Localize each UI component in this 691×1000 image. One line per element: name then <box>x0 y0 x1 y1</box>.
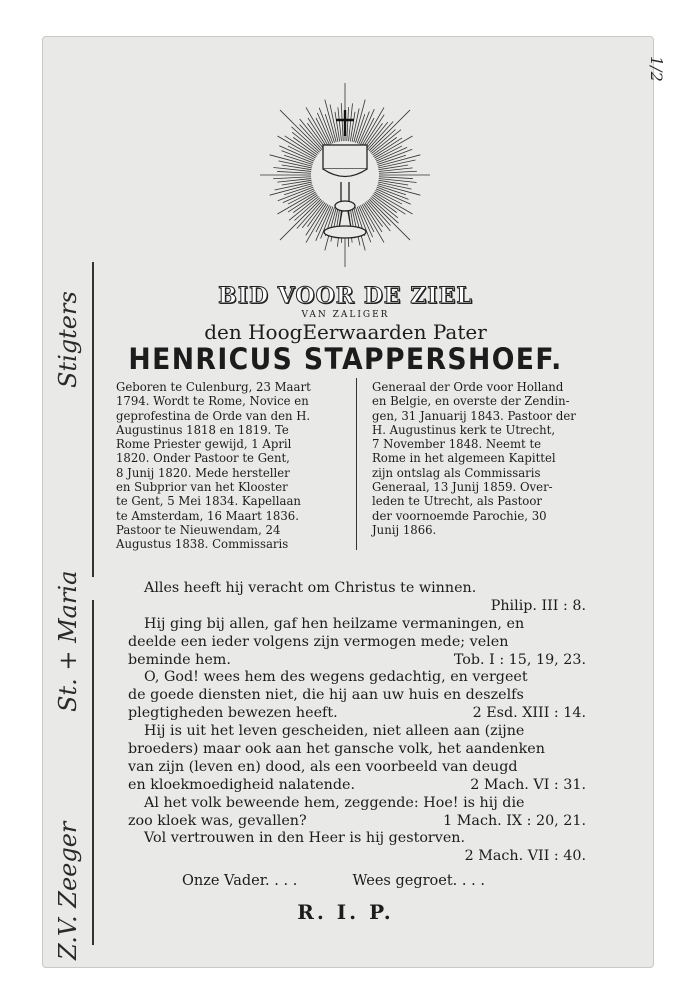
heading-title: den HoogEerwaarden Pater <box>204 320 487 344</box>
verse-text: O, God! wees hem des wegens gedachtig, en vergeet <box>144 669 528 686</box>
column-divider <box>356 378 357 550</box>
rip-closing: R. I. P. <box>297 900 394 924</box>
verse-line <box>128 813 586 831</box>
bio-line: te Gent, 5 Mei 1834. Kapellaan <box>116 494 301 509</box>
bio-line: gen, 31 Januarij 1843. Pastoor der <box>372 408 576 423</box>
bio-line: H. Augustinus kerk te Utrecht, <box>372 422 556 437</box>
bio-line: geprofestina de Orde van den H. <box>116 408 311 423</box>
bio-line: Geboren te Culenburg, 23 Maart <box>116 380 311 394</box>
bio-line: der voornoemde Parochie, 30 <box>372 508 547 523</box>
verse-line <box>128 580 586 598</box>
heading-van-zaliger: VAN ZALIGER <box>301 310 390 320</box>
verse-text: Al het volk beweende hem, zeggende: Hoe! is hij die <box>144 794 525 811</box>
verse-line <box>128 598 586 616</box>
verse-text: deelde een ieder volgens zijn vermogen mede; velen <box>128 633 509 650</box>
verse-line <box>128 759 586 777</box>
prayer-wees-gegroet: Wees gegroet. . . . <box>352 873 485 889</box>
deceased-name: HENRICUS STAPPERSHOEF. <box>128 342 563 376</box>
verse-text: de goede diensten niet, die hij aan uw huis en deszelfs <box>128 687 524 704</box>
verse-reference: Philip. III : 8. <box>490 597 586 614</box>
verse-reference: 1 Mach. IX : 20, 21. <box>443 812 586 829</box>
verse-line <box>128 652 586 670</box>
bio-line: Generaal der Orde voor Holland <box>372 380 564 394</box>
margin-note-zeeger: Z.V. Zeeger <box>54 821 82 960</box>
margin-rule-bottom <box>92 600 94 945</box>
verse-text: Alles heeft hij veracht om Christus te winnen. <box>144 580 477 596</box>
verse-line <box>128 848 586 866</box>
bio-line: Rome in het algemeen Kapittel <box>372 451 556 466</box>
heading-bid-voor-de-ziel: BID VOOR DE ZIEL <box>218 283 473 309</box>
verse-line <box>128 687 586 705</box>
prayer-onze-vader: Onze Vader. . . . <box>182 873 298 889</box>
verse-line <box>128 777 586 795</box>
verse-text: plegtigheden bewezen heeft. <box>128 705 338 722</box>
biography-left-column <box>116 380 348 552</box>
prayer-line <box>182 873 485 889</box>
scripture-verses <box>128 580 586 866</box>
verse-line <box>128 830 586 848</box>
verse-text: Vol vertrouwen in den Heer is hij gestorven. <box>144 830 466 847</box>
margin-note-stigters: Stigters <box>54 291 82 388</box>
verse-reference: 2 Mach. VII : 40. <box>464 848 586 865</box>
verse-line <box>128 723 586 741</box>
verse-line <box>128 741 586 759</box>
verse-text: broeders) maar ook aan het gansche volk, het aandenken <box>128 741 545 758</box>
bio-line: 7 November 1848. Neemt te <box>372 437 542 452</box>
verse-text: van zijn (leven en) dood, als een voorbeeld van deugd <box>128 758 518 775</box>
bio-line: Augustus 1838. Commissaris <box>116 537 289 552</box>
bio-line: 1794. Wordt te Rome, Novice en <box>116 394 309 409</box>
verse-text: en kloekmoedigheid nalatende. <box>128 776 356 793</box>
bio-line: 1820. Onder Pastoor te Gent, <box>116 451 290 466</box>
verse-line <box>128 705 586 723</box>
bio-line: te Amsterdam, 16 Maart 1836. <box>116 508 299 523</box>
verse-reference: 2 Esd. XIII : 14. <box>472 705 586 722</box>
verse-text: Hij is uit het leven gescheiden, niet alleen aan (zijne <box>144 723 525 740</box>
biography-right-column <box>372 380 608 537</box>
bio-line: 8 Junij 1820. Mede hersteller <box>116 465 290 480</box>
margin-note-maria: St. + Maria <box>54 570 82 712</box>
verse-reference: Tob. I : 15, 19, 23. <box>453 651 586 668</box>
bio-line: Junij 1866. <box>372 522 437 537</box>
verse-line <box>128 795 586 813</box>
verse-text: beminde hem. <box>128 651 231 668</box>
verse-line <box>128 669 586 687</box>
bio-line: Pastoor te Nieuwendam, 24 <box>116 522 281 537</box>
bio-line: en Subprior van het Klooster <box>116 480 288 495</box>
chalice-emblem-icon <box>260 80 430 270</box>
verse-text: zoo kloek was, gevallen? <box>128 812 307 829</box>
corner-note: 1/2 <box>647 56 666 82</box>
bio-line: en Belgie, en overste der Zendin- <box>372 394 570 409</box>
verse-text: Hij ging bij allen, gaf hen heilzame vermaningen, en <box>144 615 525 632</box>
verse-line <box>128 616 586 634</box>
bio-line: Generaal, 13 Junij 1859. Over- <box>372 480 553 495</box>
bio-line: leden te Utrecht, als Pastoor <box>372 494 542 509</box>
verse-reference: 2 Mach. VI : 31. <box>470 776 586 793</box>
bio-line: zijn ontslag als Commissaris <box>372 465 541 480</box>
verse-line <box>128 634 586 652</box>
bio-line: Augustinus 1818 en 1819. Te <box>116 422 289 437</box>
bio-line: Rome Priester gewijd, 1 April <box>116 437 292 452</box>
